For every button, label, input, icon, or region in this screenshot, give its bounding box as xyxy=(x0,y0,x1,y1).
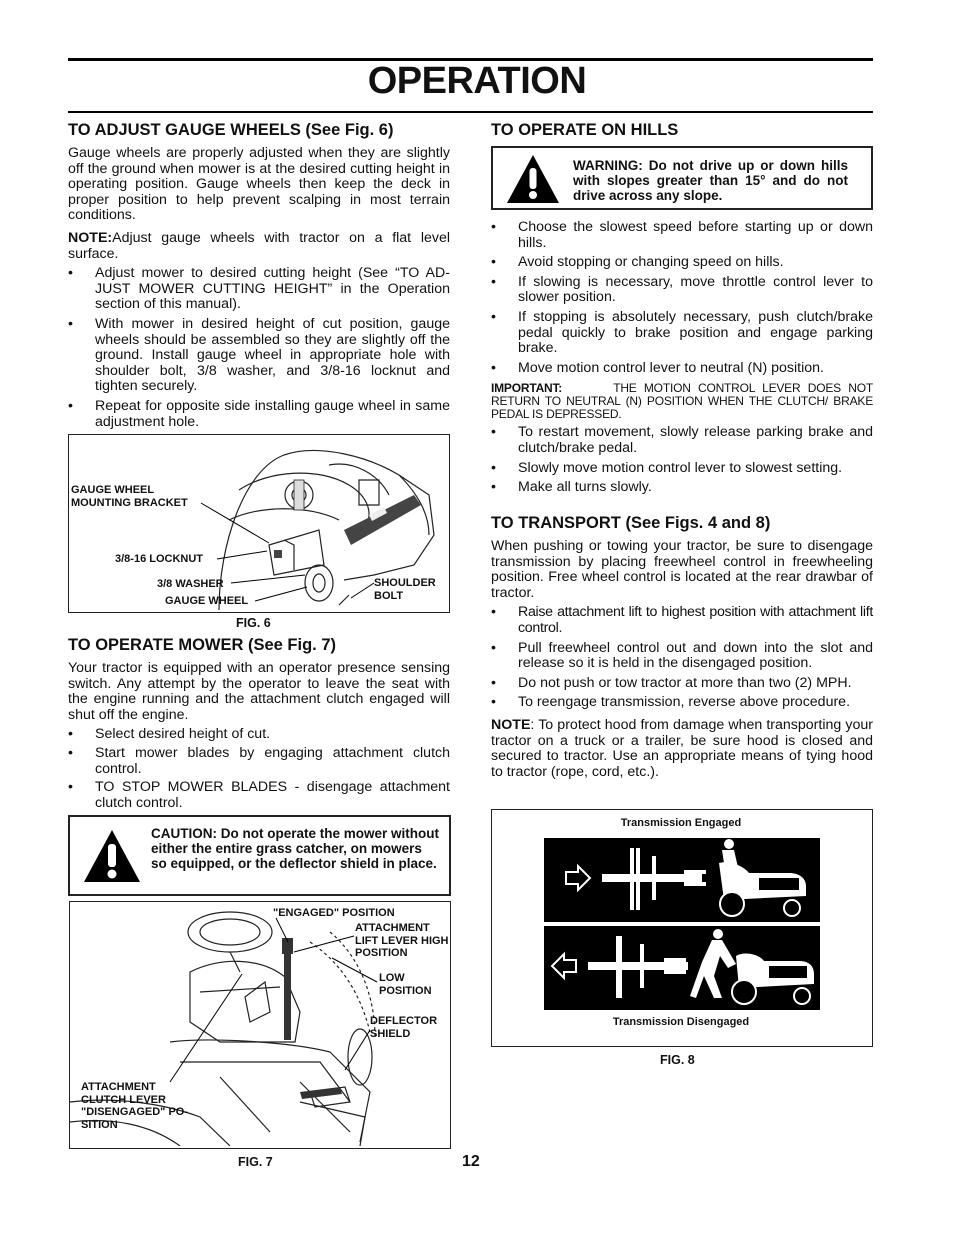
gauge-section xyxy=(68,121,450,430)
transport-note-text: : To protect hood from damage when transporting your tractor on a truck or a trailer, be sure hood is closed and secured to tractor. Use an appropriate means of tying hood to tractor (rope, cord, etc.). xyxy=(491,716,873,780)
gauge-note-text: Adjust gauge wheels with tractor on a flat level surface. xyxy=(68,229,450,262)
list-item: • Select desired height of cut. xyxy=(68,727,450,743)
list-item: • Do not push or tow tractor at more than two (2) MPH. xyxy=(491,676,873,692)
hills-bullets xyxy=(491,220,873,376)
list-item: • If stopping is absolutely necessary, push clutch/brake pedal quickly to brake position and engage parking brake. xyxy=(491,310,873,357)
gauge-note-label: NOTE: xyxy=(68,229,113,246)
fig8-caption: FIG. 8 xyxy=(660,1053,695,1067)
fig6-label-locknut: 3/8-16 LOCKNUT xyxy=(115,553,204,565)
list-item: • Choose the slowest speed before starting up or down hills. xyxy=(491,220,873,251)
transport-bullets xyxy=(491,605,873,711)
fig8-label-disengaged: Transmission Disengaged xyxy=(612,1016,750,1028)
fig6-frame xyxy=(68,434,450,613)
list-item: • Adjust mower to desired cutting height (See “TO AD-JUST MOWER CUTTING HEIGHT” in the Operation section of this manual). xyxy=(68,266,450,313)
list-item: • Start mower blades by engaging attachment clutch control. xyxy=(68,746,450,777)
list-item: • To restart movement, slowly release parking brake and clutch/brake pedal. xyxy=(491,425,873,456)
fig7-label-engaged: "ENGAGED" POSITION xyxy=(273,907,395,919)
fig6-label-bolt: SHOULDER BOLT xyxy=(374,577,436,602)
transport-note-label: NOTE xyxy=(491,716,531,733)
list-item: • Repeat for opposite side installing gauge wheel in same adjustment hole. xyxy=(68,399,450,430)
fig8-label-engaged: Transmission Engaged xyxy=(620,817,742,829)
hills-heading: TO OPERATE ON HILLS xyxy=(491,121,679,139)
list-item: • Raise attachment lift to highest position with attachment lift control. xyxy=(491,605,873,636)
fig7-label-low: LOW POSITION xyxy=(379,972,432,997)
important-text: THE MOTION CONTROL LEVER DOES NOT RETURN TO NEUTRAL (N) POSITION WHEN THE CLUTCH/ BRAKE PEDAL IS DEPRESSED. xyxy=(491,381,873,422)
transport-heading: TO TRANSPORT (See Figs. 4 and 8) xyxy=(491,514,771,532)
list-item: • With mower in desired height of cut position, gauge wheels should be assembled so they are slightly off the ground. Install gauge wheel in appropriate hole with shoulder bolt, 3/8 washer, and 3/8-16 locknut and tighten securely. xyxy=(68,317,450,395)
list-item: • TO STOP MOWER BLADES - disengage attachment clutch control. xyxy=(68,780,450,811)
gauge-note xyxy=(68,231,450,262)
warning-box xyxy=(491,146,873,210)
fig6-label-washer: 3/8 WASHER xyxy=(157,578,224,590)
gauge-intro: Gauge wheels are properly adjusted when they are slightly off the ground when mower is at the desired cutting height in operating position. Gauge wheels then keep the deck in proper position to help prevent scalping in most terrain conditions. xyxy=(68,145,450,224)
caution-text: CAUTION: Do not operate the mower without either the entire grass catcher, on mowers so equipped, or the deflector shield in place. xyxy=(151,826,439,871)
fig8-frame xyxy=(491,809,873,1047)
list-item: • To reengage transmission, reverse above procedure. xyxy=(491,695,873,711)
fig7-label-clutch: ATTACHMENT CLUTCH LEVER "DISENGAGED" PO-SITION xyxy=(81,1081,188,1131)
warning-text: WARNING: Do not drive up or down hills with slopes greater than 15° and do not drive across any slope. xyxy=(573,158,848,203)
list-item: • Slowly move motion control lever to slowest setting. xyxy=(491,461,873,477)
transmission-engaged-graphic xyxy=(544,838,820,922)
gauge-heading: TO ADJUST GAUGE WHEELS (See Fig. 6) xyxy=(68,121,394,139)
transport-section xyxy=(491,514,873,780)
transmission-disengaged-graphic xyxy=(544,926,820,1010)
fig6-caption: FIG. 6 xyxy=(236,616,271,630)
page-number: 12 xyxy=(462,1153,480,1170)
mower-heading: TO OPERATE MOWER (See Fig. 7) xyxy=(68,636,336,654)
gauge-bullets xyxy=(68,266,450,430)
fig6-label-bracket: GAUGE WHEEL MOUNTING BRACKET xyxy=(71,484,188,509)
fig7-caption: FIG. 7 xyxy=(238,1155,273,1169)
transport-intro: When pushing or towing your tractor, be sure to disengage transmission by placing freewheel control in freewheeling position. Free wheel control is located at the rear drawbar of tractor. xyxy=(491,538,873,601)
list-item: • Pull freewheel control out and down into the slot and release so it is held in the disengaged position. xyxy=(491,641,873,672)
page-title: OPERATION xyxy=(367,60,587,102)
important-label: IMPORTANT: xyxy=(491,381,563,396)
fig7-label-lift: ATTACHMENT LIFT LEVER HIGH POSITION xyxy=(355,922,449,959)
fig6-label-wheel: GAUGE WHEEL xyxy=(165,595,249,607)
title-rule xyxy=(68,111,873,113)
list-item: • Avoid stopping or changing speed on hills. xyxy=(491,255,873,271)
mower-section xyxy=(68,636,450,811)
caution-box xyxy=(68,815,451,896)
list-item: • Move motion control lever to neutral (N) position. xyxy=(491,361,873,377)
warning-triangle-icon xyxy=(505,153,561,205)
list-item: • Make all turns slowly. xyxy=(491,480,873,496)
hills-section xyxy=(491,220,873,496)
important-note xyxy=(491,382,873,421)
fig7-frame xyxy=(69,901,451,1149)
warning-triangle-icon xyxy=(82,828,142,884)
hills-bullets-2 xyxy=(491,425,873,495)
transport-note xyxy=(491,718,873,780)
mower-intro: Your tractor is equipped with an operator presence sensing switch. Any attempt by the operator to leave the seat with the engine running and the attachment clutch engaged will shut off the engine. xyxy=(68,660,450,723)
fig7-label-deflector: DEFLECTOR SHIELD xyxy=(370,1015,438,1040)
mower-bullets xyxy=(68,727,450,811)
list-item: • If slowing is necessary, move throttle control lever to slower position. xyxy=(491,275,873,306)
